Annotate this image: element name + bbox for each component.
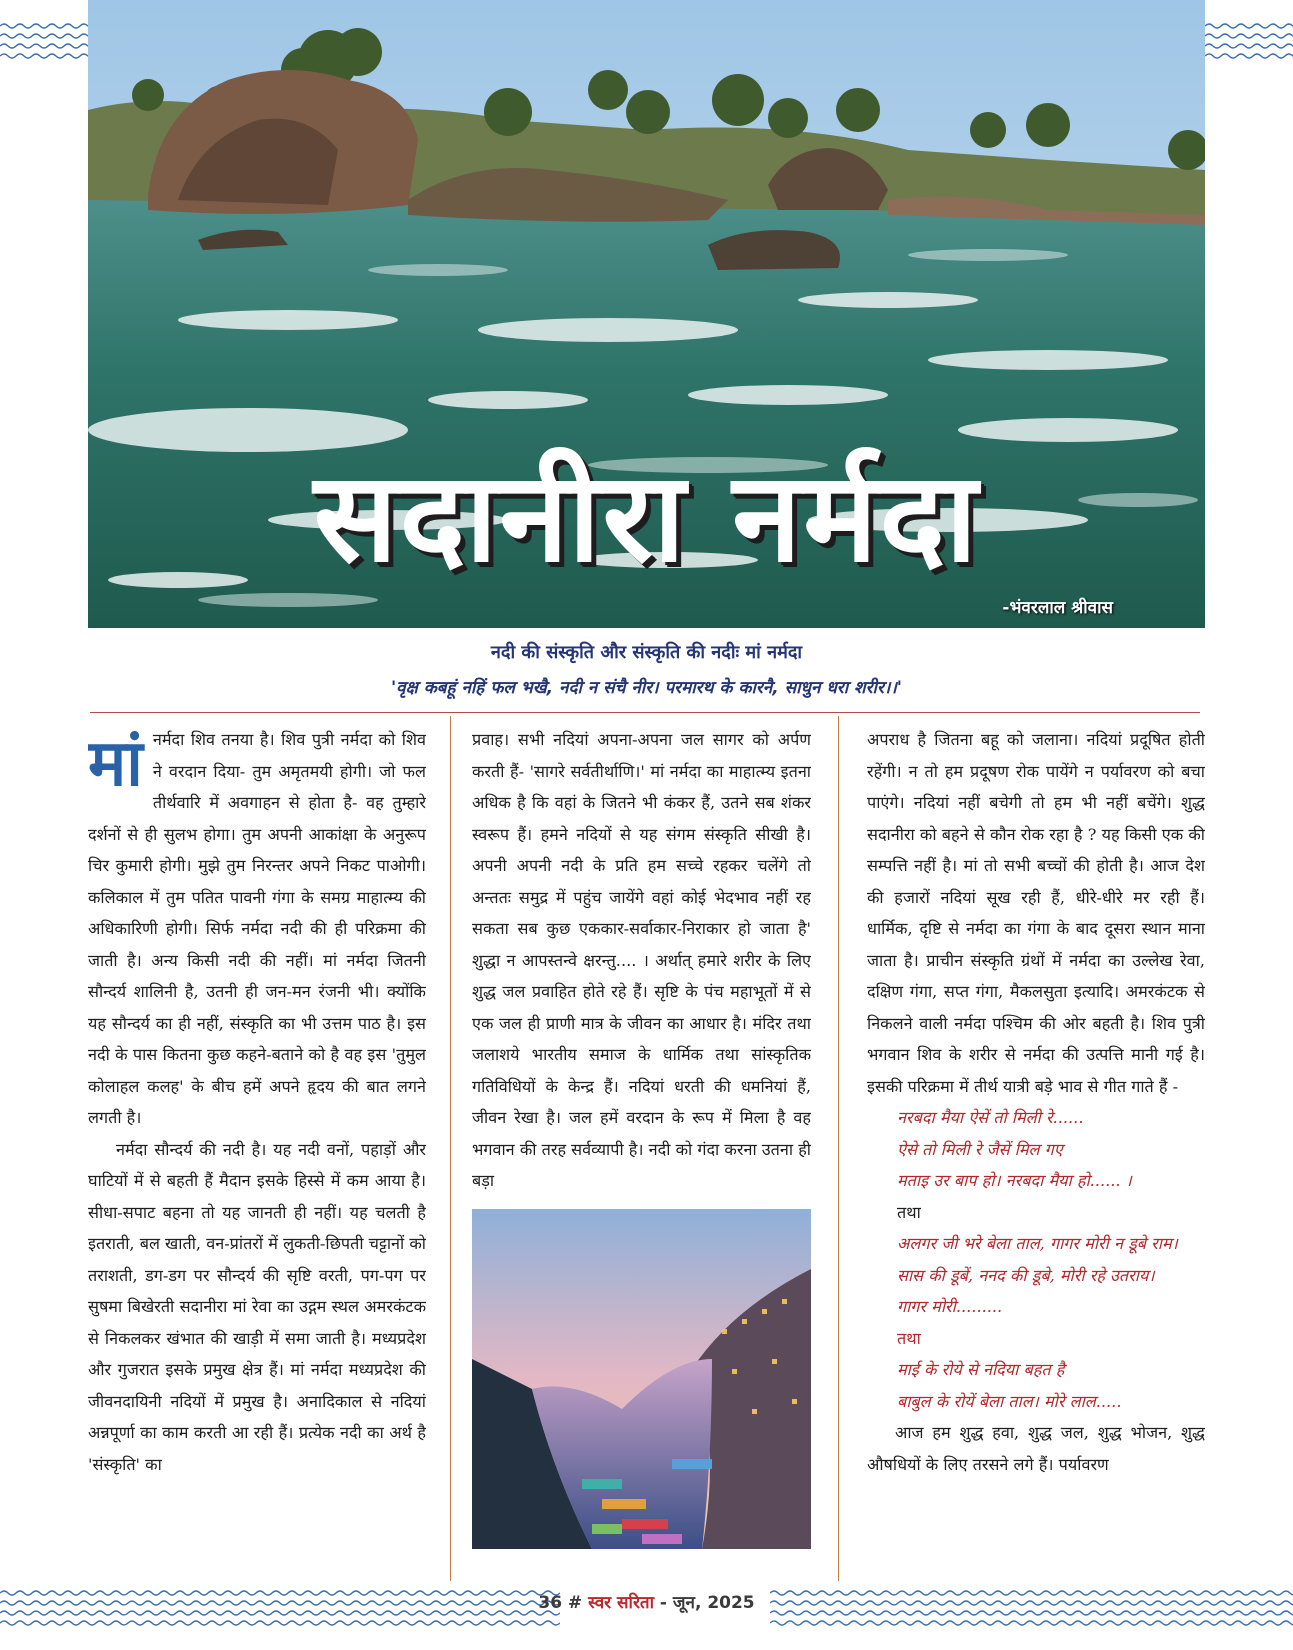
column-3 [867, 724, 1205, 1574]
wave-pattern-top-right [1205, 18, 1293, 66]
column-divider [838, 716, 839, 1581]
wave-line [1205, 24, 1293, 28]
ghat-evening-photo [472, 1209, 811, 1549]
folk-verse-line: सास की डूबें, ननद की डूबे, मोरी रहे उतराय। [897, 1265, 1155, 1285]
article-subtitle: नदी की संस्कृति और संस्कृति की नदीः मां नर्मदा [490, 642, 803, 663]
folk-verse-line: ऐसे तो मिली रे जैसें मिल गए [897, 1139, 1063, 1159]
folk-verse-line: गागर मोरी......... [897, 1297, 1003, 1316]
magazine-name: स्वर सरिता [588, 1593, 654, 1613]
page-footer [0, 1590, 1293, 1613]
wave-line [0, 34, 88, 38]
article-quote: 'वृक्ष कबहूं नहिं फल भखै, नदी न संचै नीर। परमारथ के कारनै, साधुन धरा शरीर।।' [390, 678, 903, 698]
wave-line [0, 1621, 560, 1625]
hero-river-photo [88, 0, 1205, 628]
paragraph: अपराध है जितना बहू को जलाना। नदियां प्रदूषित होती रहेंगी। न तो हम प्रदूषण रोक पायेंगे न पर्यावरण को बचा पाएंगे। नदियां नहीं बचेगी तो हम भी नहीं बचेंगे। शुद्ध सदानीरा को बहने से कौन रोक रहा है ? यह किसी एक की सम्पत्ति नहीं है। मां तो सभी बच्चों की होती है। आज देश की हजारों नदियां सूख रही हैं, धीरे-धीरे मर रही हैं। धार्मिक, दृष्टि से नर्मदा का गंगा के बाद दूसरा स्थान माना जाता है। प्राचीन संस्कृति ग्रंथों में नर्मदा का उल्लेख रेवा, दक्षिण गंगा, सप्त गंगा, मैकलसुता इत्यादि। अमरकंटक से निकलने वाली नर्मदा पश्चिम की ओर बहती है। शिव पुत्री भगवान शिव के शरीर से नर्मदा की उत्पत्ति मानी गई है। इसकी परिक्रमा में तीर्थ यात्री बड़े भाव से गीत गाते हैं - [867, 730, 1205, 1096]
connector-word: तथा [897, 1202, 921, 1222]
wave-pattern-top-left [0, 18, 88, 66]
paragraph: आज हम शुद्ध हवा, शुद्ध जल, शुद्ध भोजन, शुद्ध औषधियों के लिए तरसने लगे हैं। पर्यावरण [867, 1423, 1205, 1474]
paragraph: नर्मदा शिव तनया है। शिव पुत्री नर्मदा को शिव ने वरदान दिया- तुम अमृतमयी होगी। जो फल तीर्थवारि में अवगाहन से होता है- वह तुम्हारे दर्शनों से ही सुलभ होगा। तुम अपनी आकांक्षा के अनुरूप चिर कुमारी होगी। मुझे तुम निरन्तर अपने निकट पाओगी। कलिकाल में तुम पतित पावनी गंगा के समग्र माहात्म्य की अधिकारिणी होगी। सिर्फ नर्मदा नदी की ही परिक्रमा की जाती है। अन्य किसी नदी की नहीं। मां नर्मदा जितनी सौन्दर्य शालिनी है, उतनी ही जन-मन रंजनी भी। क्योंकि यह सौन्दर्य का ही नहीं, संस्कृति का भी उत्तम पाठ है। इस नदी के पास कितना कुछ कहने-बताने को है वह इस 'तुमुल कोलाहल कलह' के बीच हमें अपने हृदय की बात लगने लगती है। [88, 730, 426, 1127]
wave-line [1205, 44, 1293, 48]
wave-line [0, 24, 88, 28]
wave-line [0, 54, 88, 58]
paragraph: प्रवाह। सभी नदियां अपना-अपना जल सागर को अर्पण करती हैं- 'सागरे सर्वतीर्थाणि।' मां नर्मदा का माहात्म्य इतना अधिक है कि वहां के जितने भी कंकर हैं, उतने सब शंकर स्वरूप हैं। हमने नदियों से यह संगम संस्कृति सीखी है। अपनी अपनी नदी के प्रति हम सच्चे रहकर चलेंगे तो अन्ततः समुद्र में पहुंच जायेंगे वहां कोई भेदभाव नहीं रह सकता सब कुछ एककार-सर्वाकार-निराकार हो जाता है' शुद्धा न आपस्तन्वे क्षरन्तु.... । अर्थात् हमारे शरीर के लिए शुद्ध जल प्रवाहित होते रहे हैं। सृष्टि के पंच महाभूतों में से एक जल ही प्राणी मात्र के जीवन का आधार है। मंदिर तथा जलाशये भारतीय समाज के धार्मिक तथा सांस्कृतिक गतिविधियों के केन्द्र हैं। नदियां धरती की धमनियां हैं, जीवन रेखा है। जल हमें वरदान के रूप में मिला है वह भगवान की तरह सर्वव्यापी है। नदी को गंदा करना उतना ही बड़ा [472, 730, 811, 1190]
article-title: सदानीरा नर्मदा [313, 446, 980, 590]
drop-cap: मां [88, 727, 143, 801]
author-byline: -भंवरलाल श्रीवास [1002, 598, 1113, 618]
header-divider [90, 712, 1200, 713]
folk-verse-line: माई के रोये से नदिया बहत है [897, 1360, 1065, 1379]
column-1 [88, 724, 426, 1574]
issue-date: - जून, 2025 [659, 1593, 755, 1613]
column-divider [450, 716, 451, 1581]
page-number: 36 # [538, 1593, 583, 1613]
folk-verse-line: अलगर जी भरे बेला ताल, गागर मोरी न डूबे राम। [897, 1234, 1178, 1253]
connector-word: तथा [897, 1328, 921, 1348]
folk-verse-line: मताइ उर बाप हो। नरबदा मैया हो...... । [897, 1171, 1132, 1190]
wave-line [1205, 34, 1293, 38]
folk-verse-line: नरबदा मैया ऐसें तो मिली रे...... [897, 1108, 1084, 1127]
column-2 [472, 724, 811, 1574]
wave-line [0, 44, 88, 48]
wave-line [770, 1621, 1293, 1625]
paragraph: नर्मदा सौन्दर्य की नदी है। यह नदी वनों, पहाड़ों और घाटियों में से बहती हैं मैदान इसके हिस्से में कम आया है। सीधा-सपाट बहना तो यह जानती ही नहीं। यह चलती है इतराती, बल खाती, वन-प्रांतरों में लुकती-छिपती चट्टानों को तराशती, डग-डग पर सौन्दर्य की सृष्टि वरती, पग-पग पर सुषमा बिखेरती सदानीरा मां रेवा का उद्गम स्थल अमरकंटक से निकलकर खंभात की खाड़ी में समा जाती है। मध्यप्रदेश और गुजरात इसके प्रमुख क्षेत्र हैं। मां नर्मदा मध्यप्रदेश की जीवनदायिनी नदियों में प्रमुख है। अनादिकाल से नदियां अन्नपूर्णा का काम करती आ रही हैं। प्रत्येक नदी का अर्थ है 'संस्कृति' का [88, 1139, 426, 1474]
wave-line [1205, 54, 1293, 58]
folk-verse-line: बाबुल के रोयें बेला ताल। मोरे लाल..... [897, 1391, 1122, 1411]
